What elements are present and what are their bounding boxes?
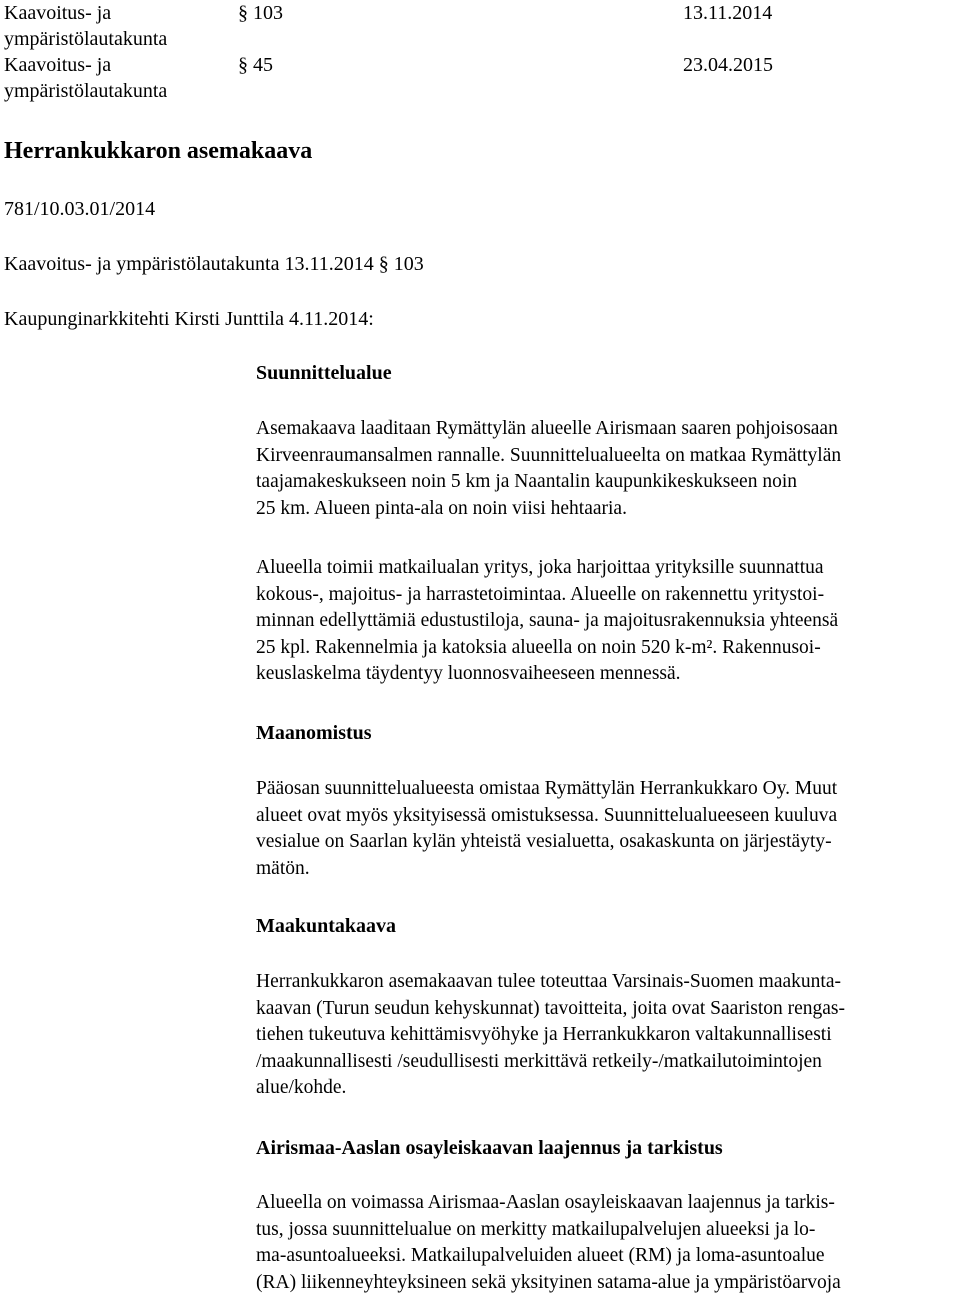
- paragraph-line: mätön.: [256, 857, 310, 879]
- paragraph-line: taajamakeskukseen noin 5 km ja Naantalin kaupunkikeskukseen noin: [256, 471, 797, 492]
- paragraph-planning-area-location: [256, 416, 956, 522]
- paragraph-regional-plan: [256, 969, 956, 1102]
- paragraph-line: ma-asuntoalueeksi. Matkailupalveluiden alueet (RM) ja loma-asuntoalue: [256, 1245, 825, 1266]
- presenter-line: Kaupunginarkkitehti Kirsti Junttila 4.11.2014:: [4, 308, 374, 330]
- document-title: Herrankukkaron asemakaava: [4, 138, 313, 164]
- paragraph-line: Pääosan suunnittelualueesta omistaa Rymättylän Herrankukkaro Oy. Muut: [256, 778, 838, 799]
- section-heading-maakuntakaava: Maakuntakaava: [256, 915, 397, 937]
- header-date: 13.11.2014: [683, 2, 773, 24]
- section-heading-suunnittelualue: Suunnittelualue: [256, 362, 392, 384]
- paragraph-line: kokous-, majoitus- ja harrastetoimintaa. Alueelle on rakennettu yritystoi-: [256, 583, 825, 605]
- paragraph-line: minnan edellyttämiä edustustiloja, sauna- ja majoitusrakennuksia yhteensä: [256, 610, 839, 631]
- paragraph-line: tiehen tukeutuva kehittämisvyöhyke ja Herrankukkaron valtakunnallisesti: [256, 1024, 832, 1045]
- header-org-1: [4, 0, 224, 52]
- paragraph-line: Asemakaava laaditaan Rymättylän alueelle Airismaan saaren pohjoisosaan: [256, 418, 838, 439]
- paragraph-line: alue/kohde.: [256, 1077, 347, 1098]
- paragraph-line: tus, jossa suunnittelualue on merkitty matkailupalvelujen alueeksi ja lo-: [256, 1218, 816, 1240]
- paragraph-land-ownership: [256, 776, 956, 882]
- header-org-line: Kaavoitus- ja: [4, 54, 112, 76]
- header-org-line: Kaavoitus- ja: [4, 2, 112, 24]
- header-org-line: ympäristölautakunta: [4, 80, 168, 102]
- paragraph-line: vesialue on Saarlan kylän yhteistä vesialuetta, osakaskunta on järjestäyty-: [256, 831, 832, 852]
- header-section-number: § 103: [238, 2, 283, 24]
- meeting-reference: Kaavoitus- ja ympäristölautakunta 13.11.2014 § 103: [4, 253, 424, 275]
- paragraph-line: Kirveenraumansalmen rannalle. Suunnittelualueelta on matkaa Rymättylän: [256, 444, 842, 466]
- paragraph-master-plan: [256, 1190, 956, 1296]
- paragraph-line: kaavan (Turun seudun kehyskunnat) tavoitteita, joita ovat Saariston rengas-: [256, 997, 846, 1019]
- paragraph-line: keuslaskelma täydentyy luonnosvaiheeseen mennessä.: [256, 663, 681, 684]
- paragraph-planning-area-business: [256, 555, 956, 688]
- header-section-number: § 45: [238, 54, 273, 76]
- header-org-2: [4, 52, 224, 104]
- case-number: 781/10.03.01/2014: [4, 198, 156, 220]
- header-org-line: ympäristölautakunta: [4, 28, 168, 50]
- header-date: 23.04.2015: [683, 54, 773, 76]
- paragraph-line: Alueella toimii matkailualan yritys, joka harjoittaa yrityksille suunnattua: [256, 557, 824, 578]
- paragraph-line: 25 kpl. Rakennelmia ja katoksia alueella on noin 520 k-m². Rakennusoi-: [256, 636, 821, 658]
- section-heading-osayleiskaava: Airismaa-Aaslan osayleiskaavan laajennus ja tarkistus: [256, 1137, 723, 1159]
- paragraph-line: Alueella on voimassa Airismaa-Aaslan osayleiskaavan laajennus ja tarkis-: [256, 1192, 835, 1213]
- paragraph-line: (RA) liikenneyhteyksineen sekä yksityinen satama-alue ja ympäristöarvoja: [256, 1271, 841, 1293]
- paragraph-line: /maakunnallisesti /seudullisesti merkittävä retkeily-/matkailutoimintojen: [256, 1050, 822, 1072]
- paragraph-line: Herrankukkaron asemakaavan tulee toteuttaa Varsinais-Suomen maakunta-: [256, 971, 841, 992]
- paragraph-line: alueet ovat myös yksityisessä omistuksessa. Suunnittelualueeseen kuuluva: [256, 804, 838, 826]
- section-heading-maanomistus: Maanomistus: [256, 722, 372, 744]
- paragraph-line: 25 km. Alueen pinta-ala on noin viisi hehtaaria.: [256, 497, 627, 519]
